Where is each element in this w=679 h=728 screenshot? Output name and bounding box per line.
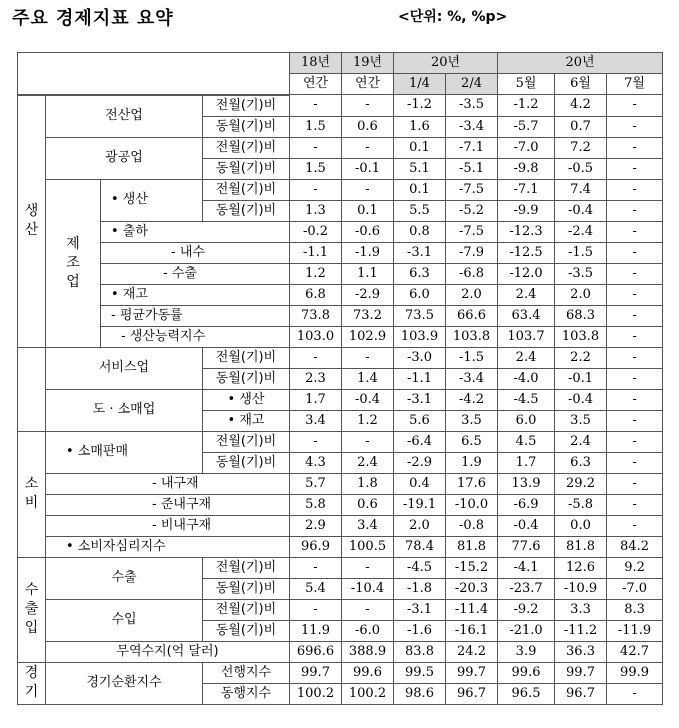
label-mom: 전월(기)비 xyxy=(203,95,290,117)
table-cell: 5.8 xyxy=(290,494,342,515)
table-cell: -6.9 xyxy=(498,494,555,515)
table-cell: 99.7 xyxy=(555,662,607,683)
table-row xyxy=(18,263,663,284)
table-cell: - xyxy=(607,515,663,536)
table-cell: - xyxy=(607,347,663,368)
table-cell: -4.0 xyxy=(498,368,555,389)
table-cell: 1.2 xyxy=(342,410,394,431)
table-row xyxy=(18,95,663,117)
table-cell: - xyxy=(342,347,394,368)
table-cell: 1.1 xyxy=(342,263,394,284)
label-mom: 전월(기)비 xyxy=(203,599,290,620)
table-row xyxy=(18,662,663,683)
table-cell: -0.1 xyxy=(555,368,607,389)
table-cell: -6.4 xyxy=(394,431,446,452)
table-cell: -1.1 xyxy=(394,368,446,389)
table-cell: -7.5 xyxy=(446,179,498,200)
table-cell: 96.7 xyxy=(446,683,498,704)
table-row xyxy=(18,536,663,557)
table-cell: - xyxy=(290,599,342,620)
table-cell: 2.0 xyxy=(446,284,498,305)
table-cell: - xyxy=(607,284,663,305)
table-cell: 99.7 xyxy=(290,662,342,683)
group-trade: 수 출 입 xyxy=(18,557,46,662)
table-cell: 1.7 xyxy=(290,389,342,410)
table-cell: 77.6 xyxy=(498,536,555,557)
table-cell: 103.9 xyxy=(394,326,446,347)
table-cell: -1.8 xyxy=(394,578,446,599)
table-cell: 6.5 xyxy=(446,431,498,452)
header-annual-18: 연간 xyxy=(290,74,342,95)
table-cell: 6.3 xyxy=(555,452,607,473)
table-cell: 388.9 xyxy=(342,641,394,662)
table-cell: - xyxy=(607,116,663,137)
table-cell: 100.2 xyxy=(342,683,394,704)
label-export-sub: - 수출 xyxy=(101,263,290,284)
table-cell: -2.4 xyxy=(555,221,607,242)
table-cell: 6.8 xyxy=(290,284,342,305)
table-cell: -4.2 xyxy=(446,389,498,410)
table-cell: 103.8 xyxy=(446,326,498,347)
header-row-1 xyxy=(18,53,663,74)
table-cell: -3.4 xyxy=(446,116,498,137)
table-cell: 99.6 xyxy=(498,662,555,683)
table-cell: 66.6 xyxy=(446,305,498,326)
table-cell: - xyxy=(607,389,663,410)
table-cell: 2.4 xyxy=(555,431,607,452)
table-cell: 99.9 xyxy=(607,662,663,683)
table-cell: 8.3 xyxy=(607,599,663,620)
group-economy: 경 기 xyxy=(18,662,46,704)
table-cell: 17.6 xyxy=(446,473,498,494)
table-cell: 3.5 xyxy=(555,410,607,431)
table-cell: 103.0 xyxy=(290,326,342,347)
header-y20-quarter: 20년 xyxy=(394,53,498,74)
label-durable: - 내구재 xyxy=(46,473,290,494)
table-cell: 0.0 xyxy=(555,515,607,536)
table-cell: 99.7 xyxy=(446,662,498,683)
table-cell: 96.5 xyxy=(498,683,555,704)
table-cell: -12.5 xyxy=(498,242,555,263)
table-cell: -1.6 xyxy=(394,620,446,641)
table-cell: 83.8 xyxy=(394,641,446,662)
table-cell: 3.4 xyxy=(290,410,342,431)
table-cell: 73.5 xyxy=(394,305,446,326)
table-cell: -5.8 xyxy=(555,494,607,515)
table-cell: 1.9 xyxy=(446,452,498,473)
table-cell: - xyxy=(290,347,342,368)
table-cell: 5.7 xyxy=(290,473,342,494)
table-cell: -19.1 xyxy=(394,494,446,515)
table-cell: 78.4 xyxy=(394,536,446,557)
table-cell: 99.6 xyxy=(342,662,394,683)
table-row xyxy=(18,179,663,200)
table-cell: 0.4 xyxy=(394,473,446,494)
table-cell: - xyxy=(607,179,663,200)
table-cell: 7.4 xyxy=(555,179,607,200)
label-all-industry: 전산업 xyxy=(46,95,203,138)
table-cell: -0.5 xyxy=(555,158,607,179)
table-row xyxy=(18,641,663,662)
table-cell: -21.0 xyxy=(498,620,555,641)
label-manufacturing: 제 조 업 xyxy=(46,179,101,347)
table-row xyxy=(18,389,663,410)
table-cell: 0.6 xyxy=(342,116,394,137)
table-cell: - xyxy=(607,263,663,284)
table-cell: 73.2 xyxy=(342,305,394,326)
header-q1: 1/4 xyxy=(394,74,446,95)
table-cell: - xyxy=(607,158,663,179)
table-cell: 96.9 xyxy=(290,536,342,557)
table-cell: 1.6 xyxy=(394,116,446,137)
table-cell: 3.4 xyxy=(342,515,394,536)
label-rw-production: • 생산 xyxy=(203,389,290,410)
label-nondurable: - 비내구재 xyxy=(46,515,290,536)
table-cell: - xyxy=(607,326,663,347)
header-q2: 2/4 xyxy=(446,74,498,95)
table-cell: 5.6 xyxy=(394,410,446,431)
unit-label: <단위: %, %p> xyxy=(398,9,508,25)
label-yoy: 동월(기)비 xyxy=(203,452,290,473)
table-cell: 2.2 xyxy=(555,347,607,368)
label-import: 수입 xyxy=(46,599,203,641)
table-cell: -3.5 xyxy=(446,95,498,117)
table-cell: - xyxy=(342,431,394,452)
table-cell: 0.8 xyxy=(394,221,446,242)
table-cell: - xyxy=(607,95,663,117)
table-cell: -2.9 xyxy=(394,452,446,473)
table-cell: - xyxy=(607,494,663,515)
page-title: 주요 경제지표 요약 xyxy=(12,8,174,29)
table-cell: - xyxy=(607,200,663,221)
table-cell: -0.2 xyxy=(290,221,342,242)
table-cell: 6.0 xyxy=(498,410,555,431)
table-cell: -1.1 xyxy=(290,242,342,263)
table-cell: 2.0 xyxy=(394,515,446,536)
table-cell: 5.5 xyxy=(394,200,446,221)
table-cell: -0.4 xyxy=(555,389,607,410)
table-cell: -12.3 xyxy=(498,221,555,242)
table-cell: -1.5 xyxy=(555,242,607,263)
table-cell: -11.4 xyxy=(446,599,498,620)
table-cell: -0.4 xyxy=(342,389,394,410)
label-yoy: 동월(기)비 xyxy=(203,200,290,221)
label-mfg-production: • 생산 xyxy=(101,179,203,221)
label-services: 서비스업 xyxy=(46,347,203,389)
table-cell: 73.8 xyxy=(290,305,342,326)
label-mfg-shipment: • 출하 xyxy=(101,221,290,242)
table-cell: 24.2 xyxy=(446,641,498,662)
table-cell: 1.4 xyxy=(342,368,394,389)
table-cell: - xyxy=(607,221,663,242)
table-cell: -3.5 xyxy=(555,263,607,284)
header-y18: 18년 xyxy=(290,53,342,74)
label-export: 수출 xyxy=(46,557,203,599)
table-cell: 100.5 xyxy=(342,536,394,557)
table-cell: -11.9 xyxy=(607,620,663,641)
table-cell: 4.2 xyxy=(555,95,607,117)
table-cell: 63.4 xyxy=(498,305,555,326)
table-cell: -3.4 xyxy=(446,368,498,389)
table-cell: -9.9 xyxy=(498,200,555,221)
label-mom: 전월(기)비 xyxy=(203,431,290,452)
label-retail-sales: • 소매판매 xyxy=(46,431,203,473)
table-cell: 4.5 xyxy=(498,431,555,452)
table-cell: - xyxy=(607,452,663,473)
group-production: 생 산 xyxy=(18,95,46,348)
table-cell: 36.3 xyxy=(555,641,607,662)
label-coincident: 동행지수 xyxy=(203,683,290,704)
table-row xyxy=(18,221,663,242)
table-cell: -12.0 xyxy=(498,263,555,284)
table-row xyxy=(18,473,663,494)
table-cell: 9.2 xyxy=(607,557,663,578)
table-cell: 0.6 xyxy=(342,494,394,515)
economic-indicators-table xyxy=(17,52,663,705)
table-cell: 6.0 xyxy=(394,284,446,305)
label-mom: 전월(기)비 xyxy=(203,137,290,158)
table-cell: 2.9 xyxy=(290,515,342,536)
table-cell: 1.7 xyxy=(498,452,555,473)
table-cell: 2.3 xyxy=(290,368,342,389)
table-cell: 13.9 xyxy=(498,473,555,494)
table-cell: 696.6 xyxy=(290,641,342,662)
table-cell: 3.9 xyxy=(498,641,555,662)
table-cell: -1.2 xyxy=(394,95,446,117)
table-row xyxy=(18,137,663,158)
table-cell: -3.0 xyxy=(394,347,446,368)
table-cell: - xyxy=(607,305,663,326)
label-consumer-sentiment: • 소비자심리지수 xyxy=(46,536,290,557)
label-yoy: 동월(기)비 xyxy=(203,578,290,599)
table-row xyxy=(18,557,663,578)
table-row xyxy=(18,494,663,515)
table-cell: 1.3 xyxy=(290,200,342,221)
table-cell: -10.0 xyxy=(446,494,498,515)
header-y20-month: 20년 xyxy=(498,53,663,74)
table-cell: 2.4 xyxy=(498,284,555,305)
table-cell: 1.2 xyxy=(290,263,342,284)
header-m5: 5월 xyxy=(498,74,555,95)
table-cell: - xyxy=(342,557,394,578)
header-annual-19: 연간 xyxy=(342,74,394,95)
label-semi-durable: - 준내구재 xyxy=(46,494,290,515)
table-cell: -1.2 xyxy=(498,95,555,117)
table-cell: -9.2 xyxy=(498,599,555,620)
table-cell: -5.7 xyxy=(498,116,555,137)
table-cell: - xyxy=(607,410,663,431)
table-cell: -6.0 xyxy=(342,620,394,641)
table-cell: 2.4 xyxy=(342,452,394,473)
table-cell: 103.7 xyxy=(498,326,555,347)
table-cell: -6.8 xyxy=(446,263,498,284)
label-inventory: • 재고 xyxy=(101,284,290,305)
table-row xyxy=(18,326,663,347)
table-cell: 0.1 xyxy=(394,137,446,158)
table-row xyxy=(18,599,663,620)
table-cell: 1.5 xyxy=(290,158,342,179)
table-cell: 4.3 xyxy=(290,452,342,473)
label-rw-inventory: • 재고 xyxy=(203,410,290,431)
table-cell: -9.8 xyxy=(498,158,555,179)
label-trade-balance: 무역수지(억 달러) xyxy=(46,641,290,662)
table-cell: 99.5 xyxy=(394,662,446,683)
label-mom: 전월(기)비 xyxy=(203,347,290,368)
table-cell: - xyxy=(290,431,342,452)
table-cell: 68.3 xyxy=(555,305,607,326)
table-cell: -20.3 xyxy=(446,578,498,599)
table-cell: -4.1 xyxy=(498,557,555,578)
table-cell: -5.2 xyxy=(446,200,498,221)
label-retail-wholesale: 도 · 소매업 xyxy=(46,389,203,431)
label-mining: 광공업 xyxy=(46,137,203,179)
table-cell: 12.6 xyxy=(555,557,607,578)
table-cell: 11.9 xyxy=(290,620,342,641)
table-cell: -7.9 xyxy=(446,242,498,263)
table-cell: -7.0 xyxy=(498,137,555,158)
table-row xyxy=(18,305,663,326)
header-m6: 6월 xyxy=(555,74,607,95)
table-cell: -0.4 xyxy=(555,200,607,221)
header-corner xyxy=(18,53,290,95)
table-cell: 1.5 xyxy=(290,116,342,137)
table-cell: 6.3 xyxy=(394,263,446,284)
table-cell: -0.8 xyxy=(446,515,498,536)
table-row xyxy=(18,284,663,305)
table-row xyxy=(18,515,663,536)
table-cell: 102.9 xyxy=(342,326,394,347)
table-cell: -7.0 xyxy=(607,578,663,599)
table-cell: 0.1 xyxy=(394,179,446,200)
table-row xyxy=(18,347,663,368)
table-cell: -15.2 xyxy=(446,557,498,578)
table-cell: 81.8 xyxy=(555,536,607,557)
label-yoy: 동월(기)비 xyxy=(203,116,290,137)
table-row xyxy=(18,242,663,263)
table-cell: 5.1 xyxy=(394,158,446,179)
table-cell: 0.7 xyxy=(555,116,607,137)
table-cell: 0.1 xyxy=(342,200,394,221)
label-yoy: 동월(기)비 xyxy=(203,158,290,179)
table-cell: -0.4 xyxy=(498,515,555,536)
table-cell: -1.5 xyxy=(446,347,498,368)
label-utilization: - 평균가동률 xyxy=(101,305,290,326)
table-cell: - xyxy=(342,95,394,117)
table-cell: - xyxy=(290,179,342,200)
group-consumption: 소 비 xyxy=(18,431,46,557)
table-cell: 42.7 xyxy=(607,641,663,662)
table-cell: 98.6 xyxy=(394,683,446,704)
label-domestic: - 내수 xyxy=(101,242,290,263)
table-cell: - xyxy=(607,473,663,494)
table-cell: -11.2 xyxy=(555,620,607,641)
table-cell: -5.1 xyxy=(446,158,498,179)
table-cell: 96.7 xyxy=(555,683,607,704)
label-capacity: - 생산능력지수 xyxy=(101,326,290,347)
header-y19: 19년 xyxy=(342,53,394,74)
table-cell: 103.8 xyxy=(555,326,607,347)
table-cell: - xyxy=(607,242,663,263)
table-cell: - xyxy=(342,137,394,158)
table-cell: - xyxy=(290,557,342,578)
label-mom: 전월(기)비 xyxy=(203,179,290,200)
table-cell: - xyxy=(607,431,663,452)
table-cell: -4.5 xyxy=(394,557,446,578)
table-cell: 3.3 xyxy=(555,599,607,620)
table-cell: 7.2 xyxy=(555,137,607,158)
table-cell: 84.2 xyxy=(607,536,663,557)
label-yoy: 동월(기)비 xyxy=(203,368,290,389)
table-cell: -10.4 xyxy=(342,578,394,599)
label-mom: 전월(기)비 xyxy=(203,557,290,578)
table-cell: 2.0 xyxy=(555,284,607,305)
table-cell: 81.8 xyxy=(446,536,498,557)
table-cell: 100.2 xyxy=(290,683,342,704)
label-composite: 경기순환지수 xyxy=(46,662,203,704)
table-cell: -7.5 xyxy=(446,221,498,242)
table-cell: -16.1 xyxy=(446,620,498,641)
label-yoy: 동월(기)비 xyxy=(203,620,290,641)
table-cell: 5.4 xyxy=(290,578,342,599)
table-cell: -3.1 xyxy=(394,599,446,620)
table-cell: -7.1 xyxy=(498,179,555,200)
table-cell: - xyxy=(607,137,663,158)
table-cell: - xyxy=(290,137,342,158)
table-cell: -3.1 xyxy=(394,242,446,263)
table-cell: -4.5 xyxy=(498,389,555,410)
table-cell: - xyxy=(342,179,394,200)
table-cell: - xyxy=(607,683,663,704)
table-cell: - xyxy=(607,368,663,389)
table-cell: -2.9 xyxy=(342,284,394,305)
table-cell: -0.1 xyxy=(342,158,394,179)
header-m7: 7월 xyxy=(607,74,663,95)
table-cell: -3.1 xyxy=(394,389,446,410)
table-cell: 3.5 xyxy=(446,410,498,431)
table-cell: 2.4 xyxy=(498,347,555,368)
table-cell: -7.1 xyxy=(446,137,498,158)
label-leading: 선행지수 xyxy=(203,662,290,683)
table-cell: - xyxy=(290,95,342,117)
table-cell: -10.9 xyxy=(555,578,607,599)
table-cell: 29.2 xyxy=(555,473,607,494)
table-cell: - xyxy=(342,599,394,620)
table-row xyxy=(18,431,663,452)
table-cell: -23.7 xyxy=(498,578,555,599)
table-cell: -0.6 xyxy=(342,221,394,242)
table-cell: 1.8 xyxy=(342,473,394,494)
table-cell: -1.9 xyxy=(342,242,394,263)
group-production-cont xyxy=(18,347,46,431)
